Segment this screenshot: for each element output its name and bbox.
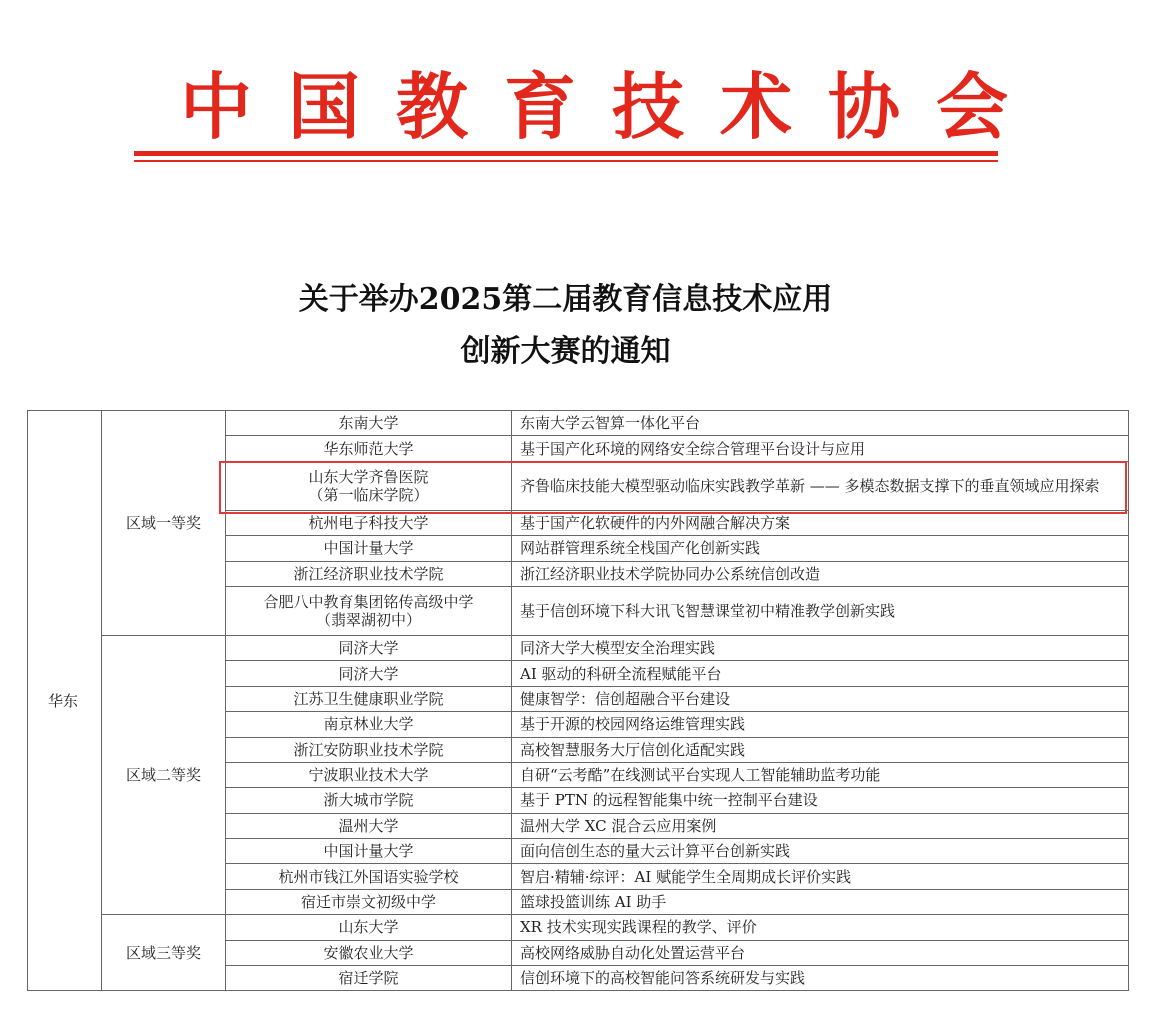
table-row [28,411,1129,436]
institution-name: 浙江经济职业技术学院 [293,564,444,583]
institution-cell [226,940,512,965]
award-level-cell: 区域一等奖 [102,411,226,636]
institution-name: 杭州市钱江外国语实验学校 [278,867,459,886]
notice-title-line1: 关于举办2025第二届教育信息技术应用 [298,282,833,317]
institution-name: 合肥八中教育集团铭传高级中学 [263,592,474,611]
table-row [28,635,1129,660]
project-cell: 基于国产化软硬件的内外网融合解决方案 [512,510,1129,535]
institution-name: 宿迁市崇文初级中学 [300,893,436,912]
institution-cell [226,561,512,586]
project-cell: 网站群管理系统全栈国产化创新实践 [512,536,1129,561]
project-cell: 基于国产化环境的网络安全综合管理平台设计与应用 [512,436,1129,461]
header-rule-thick [134,151,998,156]
institution-name: 江苏卫生健康职业学院 [293,689,444,708]
institution-cell [226,436,512,461]
institution-cell [226,889,512,914]
institution-cell [226,712,512,737]
institution-cell [226,510,512,535]
institution-name: 山东大学齐鲁医院 [308,467,429,486]
institution-name: 同济大学 [338,664,399,683]
project-cell: 健康智学：信创超融合平台建设 [512,686,1129,711]
institution-cell [226,536,512,561]
institution-cell [226,788,512,813]
awards-table [27,410,1129,991]
institution-name: 温州大学 [338,816,399,835]
institution-name: 浙大城市学院 [323,791,414,810]
institution-name: 山东大学 [338,918,399,937]
institution-name: 中国计量大学 [323,539,414,558]
project-cell: XR 技术实现实践课程的教学、评价 [512,915,1129,940]
project-cell: AI 驱动的科研全流程赋能平台 [512,661,1129,686]
institution-subname: （翡翠湖初中） [315,610,421,629]
project-cell: 齐鲁临床技能大模型驱动临床实践教学革新 —— 多模态数据支撑下的垂直领域应用探索 [512,461,1129,510]
institution-cell [226,915,512,940]
institution-name: 宁波职业技术大学 [308,766,429,785]
project-cell: 浙江经济职业技术学院协同办公系统信创改造 [512,561,1129,586]
award-level-cell: 区域三等奖 [102,915,226,991]
institution-cell [226,813,512,838]
institution-cell [226,661,512,686]
project-cell: 高校网络威胁自动化处置运营平台 [512,940,1129,965]
project-cell: 篮球投篮训练 AI 助手 [512,889,1129,914]
institution-name: 宿迁学院 [338,969,399,988]
project-cell: 高校智慧服务大厅信创化适配实践 [512,737,1129,762]
institution-cell [226,839,512,864]
org-name: 中国教育技术协会 [180,65,1045,149]
institution-cell [226,411,512,436]
institution-name: 华东师范大学 [323,439,414,458]
institution-cell [226,635,512,660]
table-row [28,915,1129,940]
institution-name: 中国计量大学 [323,842,414,861]
project-cell: 基于信创环境下科大讯飞智慧课堂初中精准教学创新实践 [512,586,1129,635]
project-cell: 自研“云考酷”在线测试平台实现人工智能辅助监考功能 [512,762,1129,787]
project-cell: 信创环境下的高校智能问答系统研发与实践 [512,966,1129,991]
project-cell: 基于 PTN 的远程智能集中统一控制平台建设 [512,788,1129,813]
institution-name: 杭州电子科技大学 [308,513,429,532]
header-rule-thin [134,160,998,162]
award-level-cell: 区域二等奖 [102,635,226,914]
institution-cell [226,686,512,711]
institution-cell [226,966,512,991]
institution-cell [226,461,512,510]
region-cell: 华东 [28,411,102,991]
institution-cell [226,864,512,889]
institution-name: 南京林业大学 [323,715,414,734]
institution-name: 同济大学 [338,639,399,658]
notice-title-line2: 创新大赛的通知 [460,334,671,369]
institution-cell [226,586,512,635]
project-cell: 基于开源的校园网络运维管理实践 [512,712,1129,737]
institution-cell [226,762,512,787]
project-cell: 东南大学云智算一体化平台 [512,411,1129,436]
institution-subname: （第一临床学院） [308,485,429,504]
institution-name: 浙江安防职业技术学院 [293,740,444,759]
institution-cell [226,737,512,762]
institution-name: 东南大学 [338,414,399,433]
project-cell: 面向信创生态的量大云计算平台创新实践 [512,839,1129,864]
institution-name: 安徽农业大学 [323,943,414,962]
project-cell: 同济大学大模型安全治理实践 [512,635,1129,660]
project-cell: 智启·精辅·综评：AI 赋能学生全周期成长评价实践 [512,864,1129,889]
project-cell: 温州大学 XC 混合云应用案例 [512,813,1129,838]
